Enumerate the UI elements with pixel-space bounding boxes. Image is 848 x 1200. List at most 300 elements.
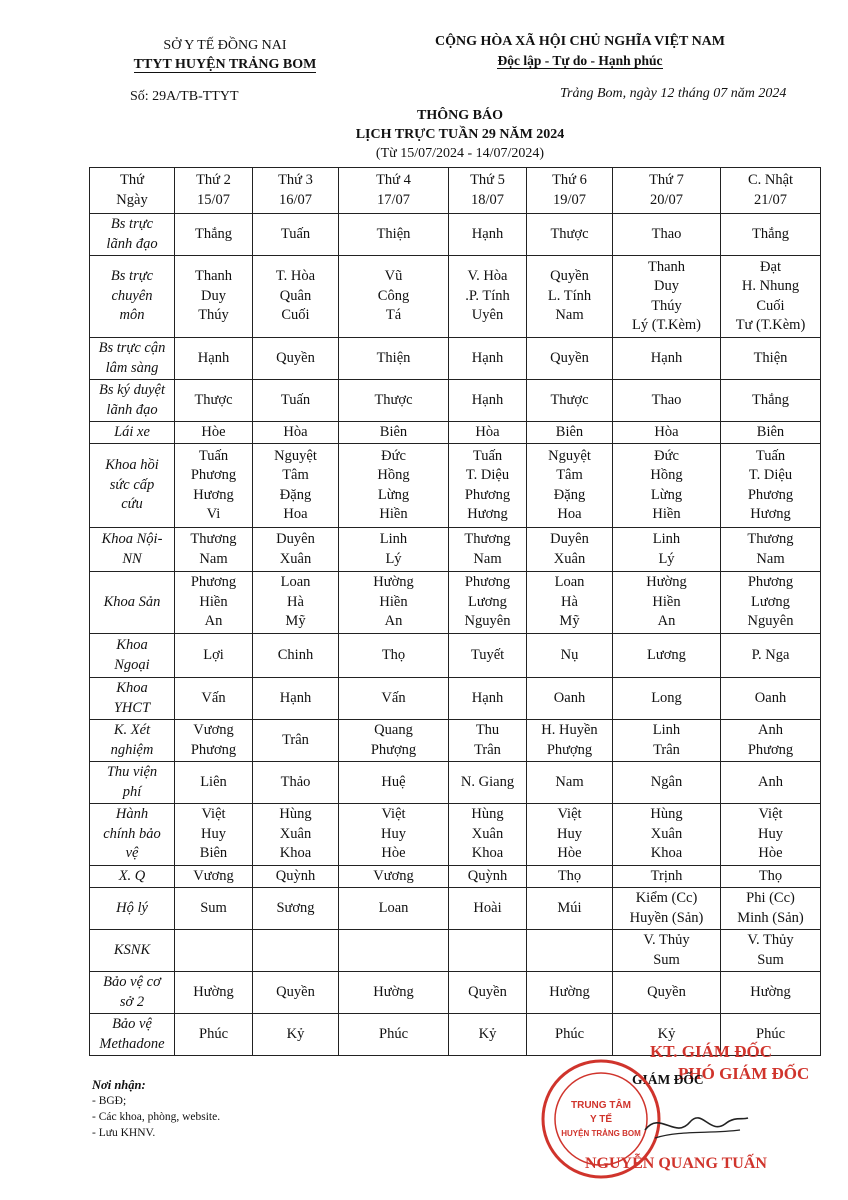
duty-cell [613, 972, 721, 1014]
staff-name: Mỹ [285, 613, 306, 630]
row-label-text: Bs trực [110, 268, 154, 285]
duty-cell [175, 762, 253, 804]
staff-name: Xuân [553, 550, 586, 567]
staff-name: Cuối [756, 297, 785, 314]
duty-cell [449, 720, 527, 762]
duty-cell [175, 866, 253, 888]
staff-name: Nam [555, 307, 584, 324]
duty-cell [721, 804, 821, 866]
staff-name: Hường [373, 574, 414, 591]
staff-name: Biên [756, 423, 785, 440]
day-date: 16/07 [278, 191, 313, 208]
day-date: 19/07 [552, 191, 587, 208]
staff-name: Lừng [650, 486, 683, 503]
staff-name: Hòe [758, 845, 783, 862]
row-label-text: Khoa [116, 680, 148, 696]
issuing-organization [110, 36, 340, 74]
duty-cell [527, 634, 613, 678]
staff-name: Hùng [471, 806, 504, 823]
staff-name: Thọ [557, 867, 582, 884]
duty-cell [527, 214, 613, 256]
staff-name: Hường [646, 574, 687, 591]
table-row [90, 804, 821, 866]
row-label-cell [90, 572, 175, 634]
duty-cell [449, 256, 527, 338]
kt-director-line: KT. GIÁM ĐỐC [650, 1042, 772, 1061]
staff-name: Xuân [650, 825, 683, 842]
staff-name: Đức [381, 447, 406, 464]
duty-cell [449, 422, 527, 444]
table-header-row [90, 168, 821, 214]
staff-name: Nam [756, 550, 785, 567]
staff-name: Oanh [754, 689, 787, 706]
staff-name: Lý [385, 550, 402, 567]
staff-name: Khoa [650, 845, 683, 862]
duty-cell [253, 444, 339, 528]
staff-name: Thương [747, 531, 794, 547]
staff-name: Nụ [560, 646, 579, 663]
row-label-cell [90, 1014, 175, 1056]
row-label-text: Bs ký duyệt [98, 382, 166, 398]
duty-cell [175, 422, 253, 444]
row-label-text: Ngoại [114, 656, 150, 673]
table-row [90, 678, 821, 720]
staff-name: Đạt [760, 258, 781, 275]
title-line-1: THÔNG BÁO [417, 108, 503, 123]
duty-cell [449, 1014, 527, 1056]
duty-cell [721, 678, 821, 720]
duty-cell [449, 444, 527, 528]
staff-name: Hiền [199, 593, 228, 610]
row-label-text: Khoa [116, 637, 148, 653]
staff-name: Hoa [283, 506, 308, 522]
duty-cell [175, 338, 253, 380]
staff-name: Huy [758, 825, 783, 842]
row-label-text: KSNK [113, 941, 151, 958]
vice-director-line: PHÓ GIÁM ĐỐC [678, 1064, 810, 1083]
row-label-text: K. Xét [113, 722, 151, 738]
duty-cell [253, 214, 339, 256]
staff-name: Khoa [279, 845, 312, 862]
staff-name: Quỳnh [467, 867, 508, 884]
row-label-cell [90, 444, 175, 528]
duty-cell [339, 972, 449, 1014]
duty-cell [721, 528, 821, 572]
day-date: 15/07 [196, 191, 231, 208]
duty-cell [339, 866, 449, 888]
staff-name: Hạnh [471, 225, 504, 242]
recipient-item: - Lưu KHNV. [92, 1127, 156, 1139]
day-name: Thứ 5 [470, 172, 505, 188]
row-label-text: Khoa Nội- [101, 531, 163, 547]
table-row [90, 930, 821, 972]
staff-name: Sum [200, 899, 227, 916]
duty-cell [449, 804, 527, 866]
duty-cell [175, 1014, 253, 1056]
table-row [90, 338, 821, 380]
duty-cell [175, 214, 253, 256]
staff-name: Tuấn [472, 447, 503, 464]
duty-cell [449, 572, 527, 634]
duty-cell [175, 528, 253, 572]
day-name: Thứ 3 [278, 172, 313, 188]
staff-name: Uyên [471, 307, 504, 324]
staff-name: Hạnh [471, 689, 504, 706]
staff-name: Phúc [199, 1025, 228, 1042]
day-date: 21/07 [753, 191, 788, 208]
staff-name: Cuối [281, 307, 310, 324]
staff-name: Vấn [381, 689, 406, 706]
table-row [90, 972, 821, 1014]
staff-name: Thanh [194, 268, 233, 285]
staff-name: Việt [557, 806, 582, 823]
duty-cell [613, 528, 721, 572]
duty-cell [721, 866, 821, 888]
director-title: GIÁM ĐỐC [632, 1072, 704, 1087]
staff-name: Thu [475, 722, 500, 738]
table-row [90, 528, 821, 572]
duty-cell [527, 1014, 613, 1056]
duty-cell [253, 866, 339, 888]
staff-name: Quân [279, 287, 312, 304]
staff-name: Lương [468, 593, 507, 610]
staff-name: Linh [652, 722, 681, 738]
staff-name: Lý (T.Kèm) [632, 317, 701, 333]
duty-cell [253, 528, 339, 572]
national-heading [400, 32, 760, 70]
staff-name: Hòa [654, 423, 679, 440]
seal-text-line: TRUNG TÂM [571, 1100, 631, 1111]
row-label-text: Hộ lý [116, 899, 148, 916]
staff-name: Trân [474, 741, 501, 758]
staff-name: Sương [276, 899, 315, 916]
row-label-text: chính bảo [103, 825, 161, 842]
staff-name: V. Thủy [643, 932, 690, 948]
row-label-text: lãnh đạo [106, 401, 158, 418]
staff-name: P. Nga [751, 646, 790, 663]
staff-name: Duy [654, 278, 679, 294]
table-row [90, 866, 821, 888]
duty-cell [339, 380, 449, 422]
duty-cell [175, 720, 253, 762]
staff-name: Phương [464, 574, 511, 591]
row-label-cell [90, 888, 175, 930]
staff-name: .P. Tính [465, 287, 510, 304]
staff-name: Vương [193, 722, 234, 738]
staff-name: Phương [747, 574, 794, 591]
duty-cell [449, 678, 527, 720]
staff-name: Tâm [282, 467, 309, 483]
row-label-text: lãnh đạo [106, 235, 158, 252]
duty-cell [527, 804, 613, 866]
staff-name: Loan [280, 574, 311, 591]
staff-name: Hòe [201, 423, 226, 440]
row-label-text: Methadone [99, 1035, 165, 1052]
table-row [90, 444, 821, 528]
duty-cell [253, 972, 339, 1014]
duty-cell [339, 678, 449, 720]
staff-name: Thương [190, 531, 237, 547]
duty-cell [175, 678, 253, 720]
duty-cell [613, 678, 721, 720]
duty-cell [253, 888, 339, 930]
staff-name: N. Giang [460, 773, 515, 790]
duty-cell [253, 572, 339, 634]
staff-name: Quyền [647, 983, 686, 1000]
duty-cell [527, 930, 613, 972]
staff-name: Huyền (Sản) [629, 909, 704, 926]
duty-cell [527, 422, 613, 444]
staff-name: Thao [651, 391, 682, 408]
staff-name: Huệ [381, 773, 406, 790]
row-label-text: Thu viện [106, 764, 158, 780]
duty-cell [721, 572, 821, 634]
staff-name: Hùng [650, 806, 683, 823]
staff-name: Quyền [550, 268, 589, 285]
staff-name: Hạnh [650, 349, 683, 366]
day-name: C. Nhật [747, 172, 794, 188]
staff-name: Kiểm (Cc) [635, 890, 698, 906]
duty-cell [175, 930, 253, 972]
staff-name: Vi [206, 506, 221, 522]
duty-cell [175, 804, 253, 866]
staff-name: Loan [378, 899, 409, 916]
duty-cell [449, 866, 527, 888]
staff-name: Hùng [279, 806, 312, 823]
staff-name: Nguyệt [274, 447, 317, 464]
staff-name: Huy [201, 825, 226, 842]
duty-cell [613, 338, 721, 380]
duty-cell [613, 380, 721, 422]
duty-cell [339, 444, 449, 528]
staff-name: Lương [647, 646, 686, 663]
staff-name: Hạnh [197, 349, 230, 366]
staff-name: Linh [379, 531, 408, 547]
table-row [90, 214, 821, 256]
duty-cell [527, 866, 613, 888]
document-number: Số: 29A/TB-TTYT [130, 89, 239, 104]
staff-name: Phương [464, 486, 511, 503]
duty-cell [449, 338, 527, 380]
staff-name: Hiền [379, 506, 408, 522]
duty-cell [721, 380, 821, 422]
duty-cell [527, 720, 613, 762]
staff-name: Vương [193, 867, 234, 884]
duty-cell [339, 720, 449, 762]
staff-name: Mỹ [559, 613, 580, 630]
duty-cell [527, 338, 613, 380]
staff-name: Biên [555, 423, 584, 440]
staff-name: Linh [652, 531, 681, 547]
row-label-text: Lái xe [114, 423, 150, 440]
table-row [90, 380, 821, 422]
row-label-text: X. Q [118, 867, 146, 884]
staff-name: Long [651, 689, 682, 706]
duty-cell [253, 256, 339, 338]
staff-name: Tuấn [198, 447, 229, 464]
staff-name: Tuấn [280, 225, 311, 242]
row-label-cell [90, 380, 175, 422]
staff-name: Hòe [557, 845, 582, 862]
staff-name: Kỷ [478, 1025, 497, 1042]
duty-cell [721, 444, 821, 528]
staff-name: Thiện [753, 349, 788, 366]
duty-cell [613, 214, 721, 256]
staff-name: Kỷ [657, 1025, 676, 1042]
duty-cell [253, 930, 339, 972]
row-label-cell [90, 214, 175, 256]
duty-cell [175, 256, 253, 338]
row-label-cell [90, 422, 175, 444]
staff-name: Hà [561, 593, 578, 610]
staff-name: Anh [758, 773, 783, 790]
table-row [90, 256, 821, 338]
header-corner-cell [90, 168, 175, 214]
duty-cell [721, 422, 821, 444]
duty-cell [721, 888, 821, 930]
duty-cell [527, 572, 613, 634]
staff-name: Phượng [370, 741, 417, 758]
row-label-cell [90, 256, 175, 338]
row-label-cell [90, 930, 175, 972]
staff-name: Vũ [384, 268, 403, 285]
staff-name: Hoài [473, 899, 502, 916]
duty-cell [527, 762, 613, 804]
header-corner-text: Thứ [120, 172, 144, 188]
row-label-text: nghiệm [110, 741, 154, 758]
day-header-cell [721, 168, 821, 214]
row-label-text: Bảo vệ [112, 1016, 152, 1032]
staff-name: Thược [374, 391, 413, 408]
staff-name: Quang [374, 722, 413, 738]
staff-name: Anh [758, 722, 783, 738]
staff-name: Loan [554, 574, 585, 591]
recipients-block [92, 1077, 220, 1141]
duty-cell [527, 972, 613, 1014]
duty-cell [253, 634, 339, 678]
duty-cell [721, 634, 821, 678]
staff-name: Thược [550, 225, 589, 242]
staff-name: Phượng [546, 741, 593, 758]
staff-name: Hạnh [471, 391, 504, 408]
duty-cell [449, 214, 527, 256]
row-label-cell [90, 634, 175, 678]
duty-cell [449, 930, 527, 972]
duty-cell [449, 762, 527, 804]
duty-cell [721, 762, 821, 804]
staff-name: Duy [201, 287, 226, 304]
staff-name: Lương [751, 593, 790, 610]
seal-text-line: HUYỆN TRẢNG BOM [561, 1129, 641, 1138]
duty-cell [175, 972, 253, 1014]
staff-name: Thược [550, 391, 589, 408]
day-header-cell [527, 168, 613, 214]
document-title [260, 106, 660, 163]
staff-name: Huy [381, 825, 406, 842]
staff-name: Hiền [379, 593, 408, 610]
staff-name: An [204, 613, 223, 630]
staff-name: Sum [757, 951, 784, 968]
handwritten-signature [640, 1100, 750, 1150]
duty-cell [339, 1014, 449, 1056]
staff-name: Huy [557, 825, 582, 842]
staff-name: Múi [557, 899, 582, 916]
staff-name: Trịnh [650, 867, 683, 884]
table-row [90, 888, 821, 930]
duty-cell [339, 804, 449, 866]
day-name: Thứ 7 [649, 172, 684, 188]
staff-name: Trân [282, 731, 309, 748]
staff-name: Tuyết [470, 646, 505, 663]
duty-cell [253, 720, 339, 762]
table-row [90, 572, 821, 634]
staff-name: H. Huyền [541, 722, 598, 738]
staff-name: Tuấn [755, 447, 786, 464]
staff-name: Chinh [277, 646, 314, 663]
staff-name: Hương [193, 486, 234, 503]
staff-name: Việt [758, 806, 783, 823]
staff-name: Nam [473, 550, 502, 567]
duty-cell [613, 422, 721, 444]
day-name: Thứ 6 [552, 172, 587, 188]
row-label-text: Bs trực cận [98, 340, 166, 356]
duty-cell [721, 338, 821, 380]
staff-name: Tâm [556, 467, 583, 483]
duty-cell [253, 1014, 339, 1056]
staff-name: An [657, 613, 676, 630]
staff-name: Nam [555, 773, 584, 790]
table-row [90, 634, 821, 678]
staff-name: Thanh [647, 258, 686, 275]
staff-name: Phúc [379, 1025, 408, 1042]
duty-cell [527, 678, 613, 720]
staff-name: Thúy [198, 307, 229, 324]
day-header-cell [449, 168, 527, 214]
duty-cell [253, 678, 339, 720]
duty-cell [449, 634, 527, 678]
duty-cell [339, 256, 449, 338]
row-label-text: cứu [121, 496, 143, 513]
staff-name: Nam [199, 550, 228, 567]
staff-name: Thúy [651, 297, 682, 314]
duty-cell [721, 256, 821, 338]
row-label-cell [90, 804, 175, 866]
staff-name: Thọ [758, 867, 783, 884]
staff-name: Tuấn [280, 391, 311, 408]
duty-cell [721, 930, 821, 972]
staff-name: Hường [750, 983, 791, 1000]
staff-name: Kỷ [286, 1025, 305, 1042]
staff-name: Biên [199, 845, 228, 862]
motto: Độc lập - Tự do - Hạnh phúc [497, 53, 663, 68]
staff-name: Việt [201, 806, 226, 823]
staff-name: Phương [190, 741, 237, 758]
signer-name: NGUYỄN QUANG TUẤN [585, 1155, 767, 1172]
day-header-cell [253, 168, 339, 214]
staff-name: Sum [653, 951, 680, 968]
staff-name: Hòa [283, 423, 308, 440]
staff-name: Nguyên [747, 613, 794, 630]
staff-name: Hoa [557, 506, 582, 522]
staff-name: Vấn [201, 689, 226, 706]
staff-name: Duyên [550, 531, 589, 547]
staff-name: Xuân [471, 825, 504, 842]
staff-name: Hường [193, 983, 234, 1000]
staff-name: Oanh [553, 689, 586, 706]
duty-cell [613, 888, 721, 930]
duty-cell [613, 930, 721, 972]
duty-cell [527, 528, 613, 572]
